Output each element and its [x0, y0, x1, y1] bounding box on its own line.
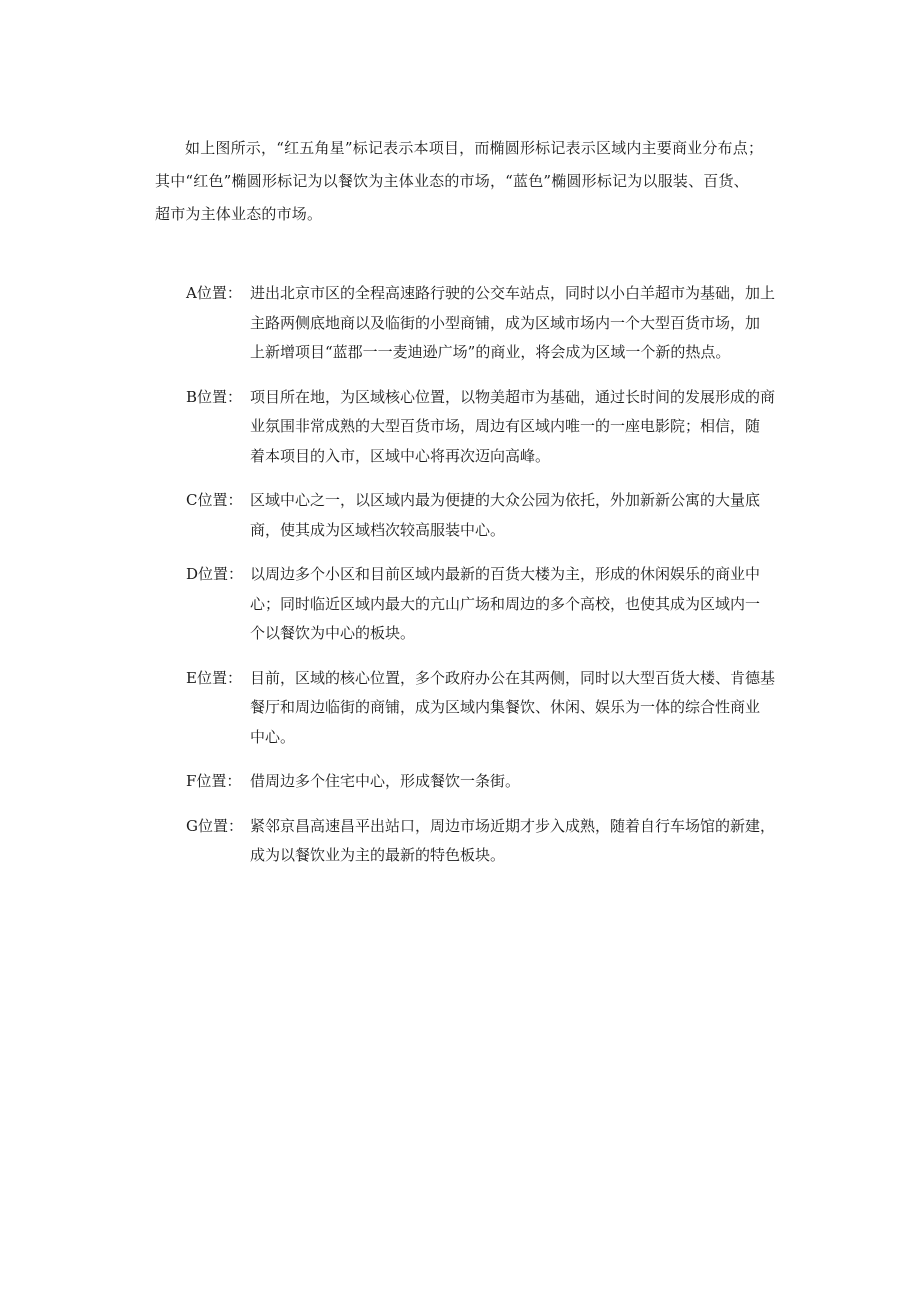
intro-line: 超市为主体业态的市场。 — [155, 205, 323, 223]
location-text: 紧邻京昌高速昌平出站口，周边市场近期才步入成熟，随着自行车场馆的新建， — [250, 816, 776, 835]
location-item-a — [186, 279, 796, 368]
location-text: 着本项目的入市，区域中心将再次迈向高峰。 — [250, 446, 551, 465]
location-item-b — [186, 383, 796, 472]
location-text: 业氛围非常成熟的大型百货市场，周边有区域内唯一的一座电影院；相信，随 — [250, 417, 761, 435]
location-label: C位置： — [186, 491, 243, 509]
location-item-e — [186, 664, 796, 753]
location-label: G位置： — [186, 816, 243, 835]
location-text: 项目所在地，为区域核心位置，以物美超市为基础，通过长时间的发展形成的商 — [250, 387, 776, 406]
location-label: D位置： — [186, 565, 244, 583]
location-text: 中心。 — [250, 727, 296, 746]
location-label: E位置： — [186, 668, 242, 687]
location-text: 目前，区域的核心位置，多个政府办公在其两侧，同时以大型百货大楼、肯德基 — [250, 668, 776, 687]
location-text: 借周边多个住宅中心，形成餐饮一条街。 — [250, 772, 521, 790]
location-label: F位置： — [186, 772, 242, 790]
location-text: 心；同时临近区域内最大的亢山广场和周边的多个高校，也使其成为区域内一 — [250, 594, 761, 613]
location-list — [186, 279, 796, 886]
intro-line: 如上图所示，“红五角星”标记表示本项目，而椭圆形标记表示区域内主要商业分布点； — [185, 139, 764, 157]
intro-paragraph — [155, 132, 795, 231]
location-item-d — [186, 560, 796, 649]
location-label: B位置： — [186, 387, 243, 406]
location-label: A位置： — [186, 284, 242, 302]
location-text: 区域中心之一，以区域内最为便捷的大众公园为依托，外加新新公寓的大量底 — [250, 491, 761, 509]
location-text: 个以餐饮为中心的板块。 — [250, 624, 416, 642]
location-text: 进出北京市区的全程高速路行驶的公交车站点，同时以小白羊超市为基础，加上 — [250, 284, 776, 302]
location-item-c — [186, 486, 796, 545]
intro-line: 其中“红色”椭圆形标记为以餐饮为主体业态的市场，“蓝色”椭圆形标记为以服装、百货、 — [155, 172, 749, 190]
location-text: 上新增项目“蓝郡一一麦迪逊广场”的商业，将会成为区域一个新的热点。 — [250, 343, 731, 361]
location-item-g — [186, 812, 796, 871]
location-text: 主路两侧底地商以及临街的小型商铺，成为区域市场内一个大型百货市场，加 — [250, 313, 761, 332]
location-item-f — [186, 767, 796, 797]
location-text: 餐厅和周边临街的商铺，成为区域内集餐饮、休闲、娱乐为一体的综合性商业 — [250, 698, 761, 716]
location-text: 商，使其成为区域档次较高服装中心。 — [250, 520, 506, 539]
location-text: 以周边多个小区和目前区域内最新的百货大楼为主，形成的休闲娱乐的商业中 — [250, 565, 761, 583]
location-text: 成为以餐饮业为主的最新的特色板块。 — [250, 846, 506, 864]
